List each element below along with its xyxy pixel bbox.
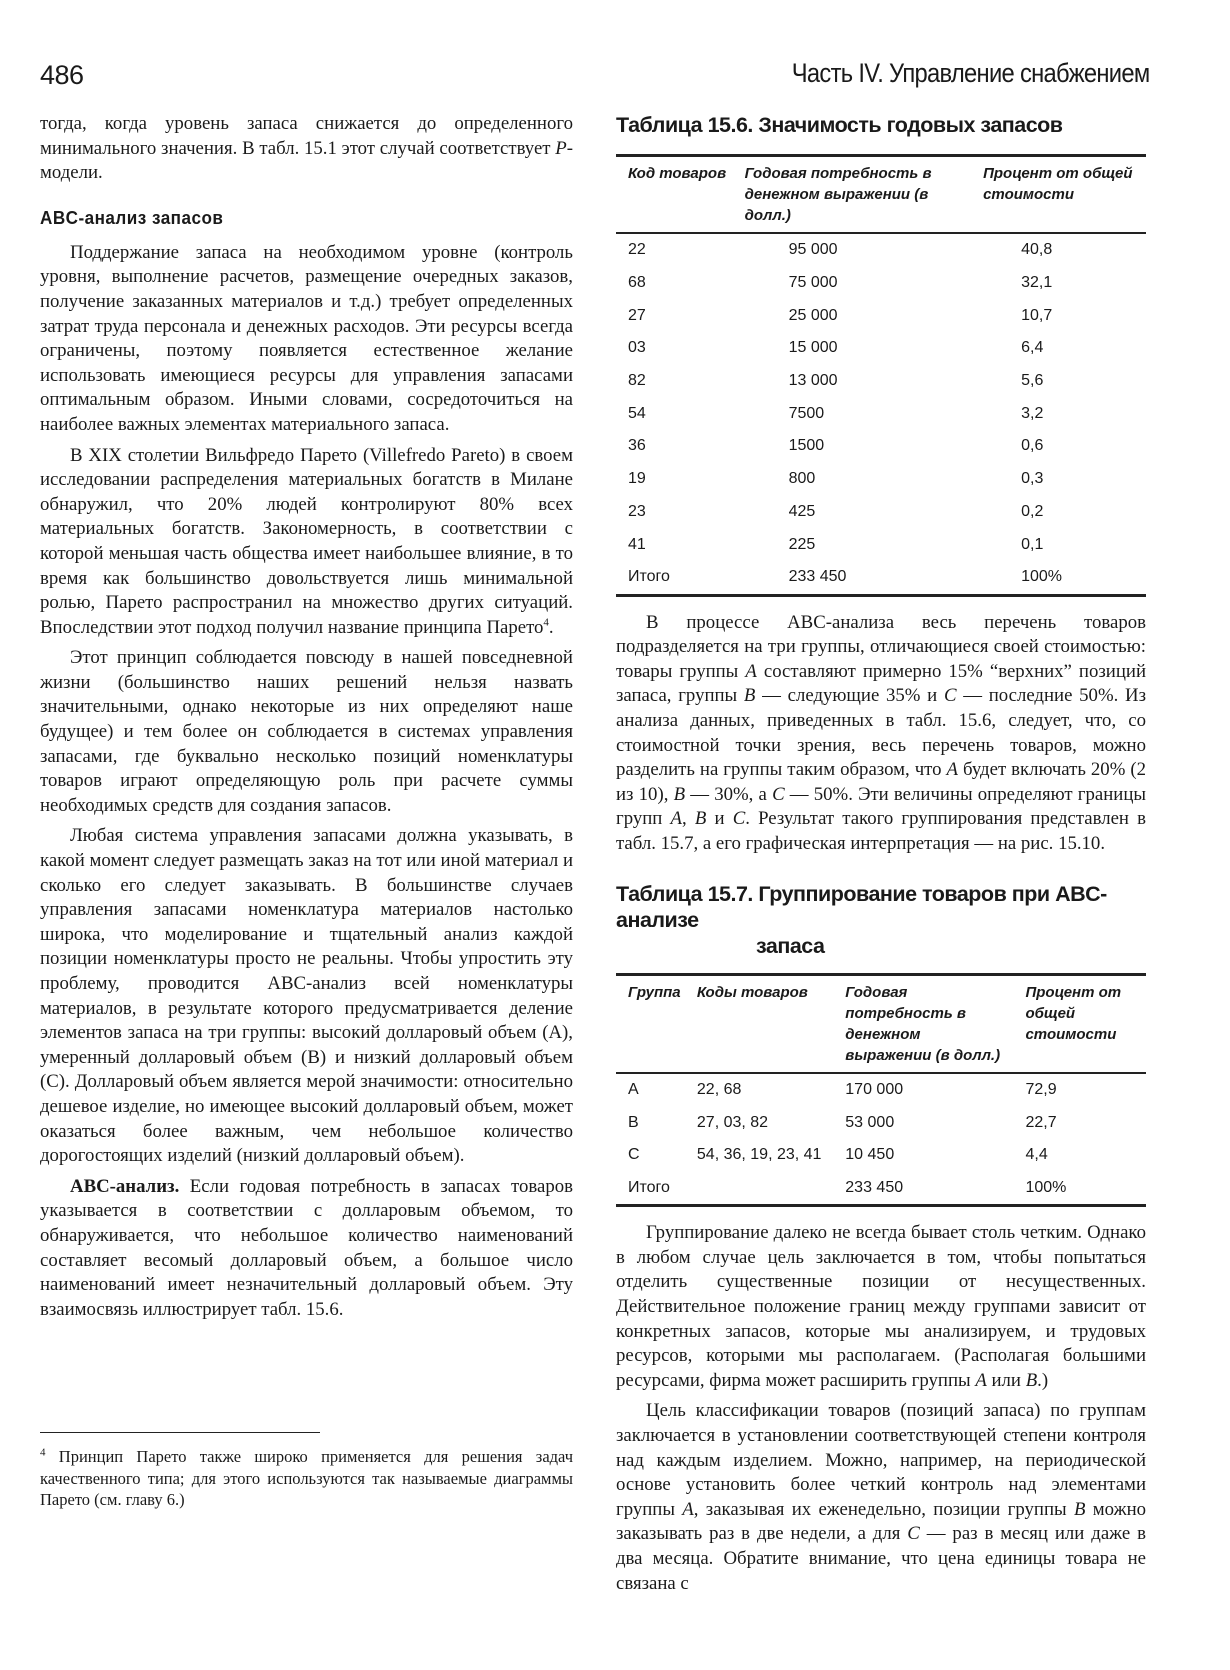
table-cell: 6,4 (1021, 339, 1044, 357)
text-run: .) (1037, 1369, 1049, 1391)
table-cell: 19 (628, 470, 646, 488)
paragraph-grouping-clarity (616, 1221, 1146, 1393)
text-run: С (907, 1523, 920, 1545)
text-run: А (975, 1369, 987, 1391)
table-cell: 27, 03, 82 (696, 1113, 769, 1131)
table-cell: 54, 36, 19, 23, 41 (696, 1146, 822, 1164)
table-cell (685, 1172, 833, 1206)
table-cell: 82 (628, 372, 646, 390)
table-cell: 68 (628, 274, 646, 292)
table-15-7-title (616, 881, 1146, 959)
table-cell: 233 450 (788, 568, 847, 586)
table-header-row (616, 156, 1146, 234)
footnote-divider (40, 1432, 320, 1433)
table-total-row (616, 561, 1146, 595)
table-cell: 41 (628, 535, 646, 553)
table-cell: 27 (628, 306, 646, 324)
text-run: -модели. (40, 137, 573, 184)
text-run: С (772, 783, 785, 805)
text-run: — 30%, а (685, 783, 773, 805)
footnote-ref: 4 (543, 616, 549, 629)
table-row (616, 267, 1146, 300)
table-cell: 75 000 (788, 274, 838, 292)
text-run: С (943, 685, 957, 707)
paragraph-inventory-system: Любая система управления запасами должна указывать, в какой момент следует размещать заказ на тот или иной материал и сколько его следует заказывать. В большинстве случаев управления запасами номенклатура материалов настолько широка, что моделирование и тщательный анализ каждой позиции номенклатуры просто не реальны. Чтобы упростить эту проблему, проводится ABC-анализ всей номенклатуры материалов, в результате которого предусматривается деление элементов запаса на три группы: высокий долларовый объем (А), умеренный долларовый объем (В) и низкий долларовый объем (С). Долларовый объем является мерой значимости: относительно дешевое изделие, но имеющее высокий долларовый объем, может оказаться более важным, чем небольшое количество дорогостоящих изделий (низкий долларовый объем). (40, 825, 573, 1167)
text-run: — 50%. Эти величины определяют границы групп (616, 783, 1147, 830)
table-cell: 1500 (788, 437, 825, 455)
text-run: В (694, 808, 707, 830)
col-header-group: Группа (628, 983, 681, 1001)
paragraph-continuation (40, 112, 573, 186)
table-cell: 233 450 (845, 1178, 904, 1196)
section-heading: ABC-анализ запасов (40, 207, 224, 228)
text-run: Таблица 15.7. Группирование товаров при ABC-анализе (616, 881, 1107, 932)
table-cell: 0,1 (1021, 535, 1044, 553)
text-run: В (673, 783, 686, 805)
text-run: А (682, 1498, 694, 1520)
text-run: — следующие 35% и (755, 685, 944, 707)
table-cell: 0,3 (1021, 470, 1044, 488)
text-run: В (743, 685, 756, 707)
table-cell: 5,6 (1021, 372, 1044, 390)
col-header-code: Код товаров (628, 165, 727, 182)
table-cell: 0,2 (1021, 502, 1044, 520)
table-row (616, 365, 1146, 398)
col-header-annual-demand: Годовая потребность в денежном выражении (в долл.) (744, 165, 932, 224)
table-cell: В (628, 1113, 639, 1131)
text-run: В (1025, 1369, 1038, 1391)
right-column (616, 112, 1146, 1596)
table-row (616, 1073, 1146, 1107)
table-cell: 23 (628, 502, 646, 520)
table-header-row (616, 974, 1146, 1073)
table-cell: 100% (1025, 1178, 1067, 1196)
table-row (616, 299, 1146, 332)
table-row (616, 496, 1146, 529)
text-run: Р (555, 137, 567, 159)
table-cell: 7500 (788, 404, 825, 422)
text-run: , заказывая их еженедельно, позиции группы (693, 1498, 1074, 1520)
table-15-6-title: Таблица 15.6. Значимость годовых запасов (616, 113, 1063, 137)
table-cell: 53 000 (845, 1113, 895, 1131)
page-number: 486 (40, 60, 84, 90)
table-row (616, 332, 1146, 365)
text-run: запаса (756, 933, 825, 958)
table-cell: Итого (628, 1178, 670, 1196)
table-15-6 (616, 154, 1146, 597)
table-cell: 4,4 (1025, 1146, 1048, 1164)
footnote (40, 1446, 573, 1511)
col-header-annual-demand: Годовая потребность в денежном выражении (в долл.) (845, 983, 1001, 1064)
text-run: В XIX столетии Вильфредо Парето (Villefredo Pareto) в своем исследовании распределения материальных богатств в Милане обнаружил, что 20% людей контролируют 80% всех материальных богатств. Закономерность, в соответствии с которой меньшая часть общества имеет наибольшее влияние, в то время как большинство довольствуется лишь минимальной ролью, Парето распространил на множество других ситуаций. Впоследствии этот подход получил название принципа Парето (40, 444, 573, 638)
text-run: А (745, 660, 757, 682)
text-run: Если годовая потребность в запасах товаров указывается в соответствии с долларовым объемом, то обнаруживается, что небольшое количество наименований составляет весомый долларовый объем, а большое число наименований имеет незначительный долларовый объем. Эту взаимосвязь иллюстрирует табл. 15.6. (40, 1175, 573, 1320)
table-cell: 36 (628, 437, 646, 455)
table-cell: 40,8 (1021, 241, 1053, 259)
table-cell: 03 (628, 339, 646, 357)
left-column (40, 112, 573, 1322)
paragraph-pareto-principle: Этот принцип соблюдается повсюду в нашей повседневной жизни (большинство наших решений нельзя назвать значительными, однако некоторые из них определяют наше будущее) и тем более он соблюдается в системах управления запасами, где буквально несколько позиций номенклатуры товаров играют определяющую роль при расчете суммы необходимых средств для создания запасов. (40, 647, 573, 816)
table-row (616, 1139, 1146, 1172)
table-cell: 170 000 (845, 1080, 904, 1098)
text-run: составляют примерно 15% “верхних” позиций запаса, группы (616, 660, 1146, 707)
table-cell: 10 450 (845, 1146, 895, 1164)
table-cell: 10,7 (1021, 306, 1053, 324)
table-cell: 72,9 (1025, 1080, 1057, 1098)
table-cell: 3,2 (1021, 404, 1044, 422)
text-run: — раз в месяц или даже в два месяца. Обратите внимание, что цена единицы товара не связана с (616, 1523, 1146, 1594)
table-cell: 225 (788, 535, 816, 553)
text-run: В процессе ABC-анализа весь перечень товаров подразделяется на три группы, отличающиеся своей стоимостью: товары группы (616, 611, 1146, 682)
table-cell: 425 (788, 502, 816, 520)
text-run: А (670, 808, 682, 830)
table-15-7 (616, 973, 1146, 1208)
table-cell: А (628, 1080, 639, 1098)
run-in-heading: ABC-анализ. (70, 1175, 180, 1197)
table-row (616, 397, 1146, 430)
text-run: можно заказывать раз в две недели, а для (616, 1498, 1147, 1545)
table-cell: 100% (1021, 568, 1063, 586)
text-run: — последние 50%. Из анализа данных, приведенных в табл. 15.6, следует, что, со стоимостной точки зрения, весь перечень товаров, можно разделить на группы таким образом, что (616, 685, 1146, 781)
table-cell: С (628, 1146, 640, 1164)
paragraph-abc-analysis (40, 1175, 573, 1323)
running-header: Часть IV. Управление снабжением (792, 58, 1150, 88)
paragraph-abc-groups (616, 611, 1146, 857)
table-row (616, 430, 1146, 463)
table-row (616, 463, 1146, 496)
text-run: А (946, 759, 958, 781)
table-cell: 54 (628, 404, 646, 422)
table-cell: Итого (628, 568, 670, 586)
text-run: С (732, 808, 746, 830)
table-cell: 22, 68 (696, 1080, 742, 1098)
col-header-percent: Процент от общей стоимости (983, 165, 1133, 203)
table-row (616, 233, 1146, 267)
table-cell: 25 000 (788, 306, 838, 324)
table-cell: 22 (628, 241, 646, 259)
paragraph-classification-goal (616, 1399, 1146, 1596)
table-cell: 800 (788, 470, 816, 488)
col-header-percent: Процент от общей стоимости (1025, 983, 1122, 1043)
table-cell: 13 000 (788, 372, 838, 390)
text-run: , (681, 808, 695, 830)
paragraph-pareto-history (40, 444, 573, 641)
table-cell: 95 000 (788, 241, 838, 259)
text-run: тогда, когда уровень запаса снижается до определенного минимального значения. В табл. 15.1 этот случай соответствует (40, 113, 573, 159)
table-cell: 22,7 (1025, 1113, 1057, 1131)
table-cell: 15 000 (788, 339, 838, 357)
text-run: Цель классификации товаров (позиций запаса) по группам заключается в установлении соответствующей степени контроля над каждым изделием. Можно, например, на периодической основе установить более четкий контроль над элементами группы (616, 1400, 1146, 1520)
table-cell: 0,6 (1021, 437, 1044, 455)
text-run: Группирование далеко не всегда бывает столь четким. Однако в любом случае цель заключается в том, чтобы попытаться отделить существенные позиции от несущественных. Действительное положение границ между группами зависит от конкретных запасов, которые мы анализируем, и трудовых ресурсов, которыми мы располагаем. (Располагая большими ресурсами, фирма может расширить группы (616, 1222, 1146, 1391)
table-cell: 32,1 (1021, 274, 1053, 292)
table-total-row (616, 1172, 1146, 1206)
paragraph-inventory-resources: Поддержание запаса на необходимом уровне (контроль уровня, выполнение расчетов, размещение очередных заказов, получение заказанных материалов и т.д.) требует определенных затрат труда персонала и денежных расходов. Эти ресурсы всегда ограничены, поэтому появляется естественное желание использовать имеющиеся ресурсы для управления запасами оптимальным образом. Иными словами, сосредоточиться на наиболее важных элементах материального запаса. (40, 241, 573, 435)
table-row (616, 528, 1146, 561)
text-run: В (1073, 1498, 1086, 1520)
text-run: и (706, 808, 733, 830)
text-run: Принцип Парето также широко применяется для решения задач качественного типа; для этого используются так называемые диаграммы Парето (см. главу 6.) (40, 1447, 573, 1510)
col-header-codes: Коды товаров (696, 983, 808, 1001)
text-run: . Результат такого группирования представлен в табл. 15.7, а его графическая интерпретация — на рис. 15.10. (616, 808, 1147, 854)
text-run: или (986, 1369, 1026, 1391)
text-run: . (548, 616, 554, 638)
text-run: 4 (40, 1446, 46, 1459)
table-row (616, 1106, 1146, 1139)
text-run: будет включать 20% (2 из 10), (616, 759, 1146, 805)
